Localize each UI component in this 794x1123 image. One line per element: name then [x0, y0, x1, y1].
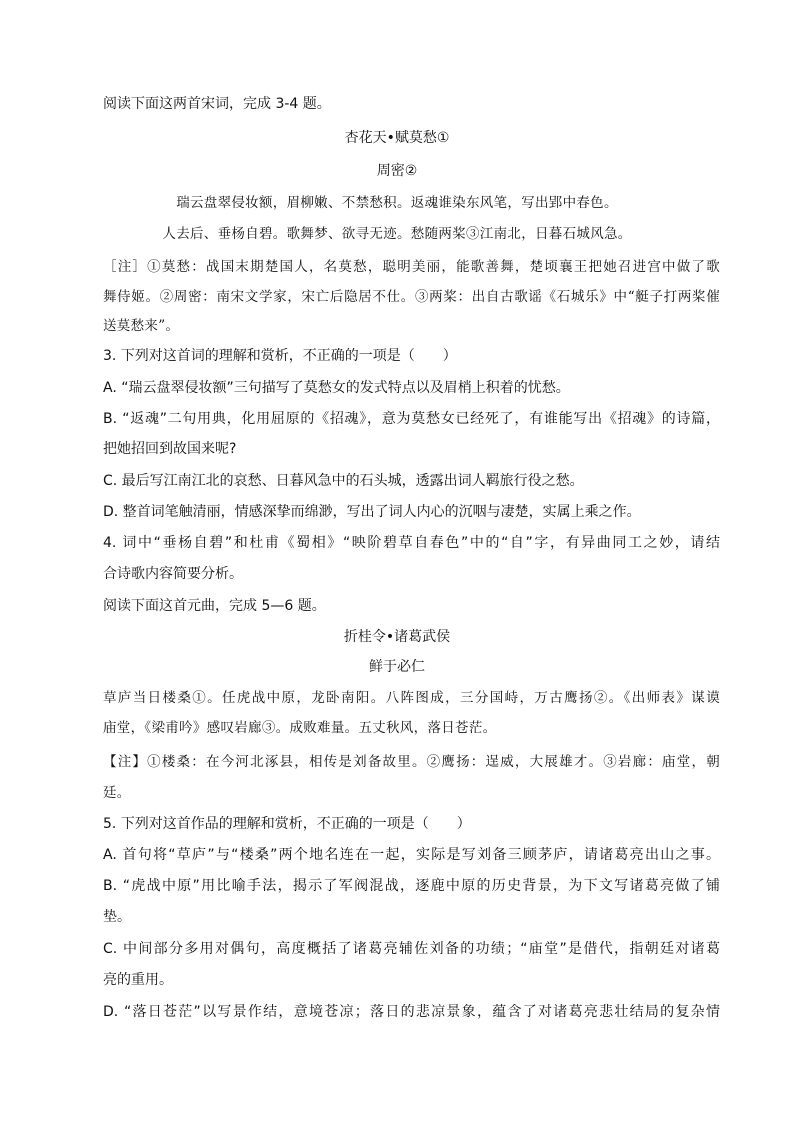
section1-intro: 阅读下面这两首宋词，完成 3-4 题。 [103, 96, 331, 112]
question-3-option-a: A. “瑞云盘翠侵妆额”三句描写了莫愁女的发式特点以及眉梢上积着的忧愁。 [103, 380, 570, 396]
poem2-line-2: 庙堂，《梁甫吟》感叹岩廊③。成败难量。五丈秋风，落日苍茫。 [103, 720, 497, 736]
poem2-author: 鲜于必仁 [369, 659, 425, 675]
poem1-note-line-2: 舞侍姬。②周密：南宋文学家，宋亡后隐居不仕。③两桨：出自古歌谣《石城乐》中“艇子打两桨催 [103, 289, 720, 305]
poem2-note-line-1: 【注】①楼桑：在今河北涿县，相传是刘备故里。②鹰扬：逞威，大展雄才。③岩廊：庙堂，朝 [103, 754, 720, 770]
question-5-option-b-line-1: B. “虎战中原”用比喻手法，揭示了军阀混战，逐鹿中原的历史背景，为下文写诸葛亮做了铺 [103, 878, 720, 894]
question-4-line-1: 4. 词中“垂杨自碧”和杜甫《蜀相》“映阶碧草自春色”中的“自”字，有异曲同工之妙，请结 [103, 535, 720, 551]
question-5-option-c-line-1: C. 中间部分多用对偶句，高度概括了诸葛亮辅佐刘备的功绩；“庙堂”是借代，指朝廷对诸葛 [103, 941, 720, 957]
question-4-line-2: 合诗歌内容简要分析。 [103, 566, 243, 582]
question-5-option-b-line-2: 垫。 [103, 909, 131, 925]
question-3-option-d: D. 整首词笔触清丽，情感深挚而绵渺，写出了词人内心的沉咽与凄楚，实属上乘之作。 [103, 504, 641, 520]
poem2-note-line-2: 廷。 [103, 785, 131, 801]
poem2-title: 折桂令•诸葛武侯 [343, 629, 451, 645]
question-3-stem: 3. 下列对这首词的理解和赏析，不正确的一项是（ ） [103, 348, 457, 364]
poem1-title: 杏花天•赋莫愁① [344, 130, 450, 146]
poem1-author: 周密② [376, 163, 418, 179]
poem1-line-2: 人去后、垂杨自碧。歌舞梦、欲寻无迹。愁随两桨③江南北，日暮石城风急。 [162, 226, 632, 242]
question-3-option-b-line-1: B. “返魂”二句用典，化用屈原的《招魂》，意为莫愁女已经死了，有谁能写出《招魂》的诗篇， [103, 411, 720, 427]
poem1-note-line-1: ［注］①莫愁：战国末期楚国人，名莫愁，聪明美丽，能歌善舞，楚顷襄王把她召进宫中做了歌 [103, 259, 720, 275]
question-5-option-d-line-1: D. “落日苍茫”以写景作结，意境苍凉；落日的悲凉景象，蕴含了对诸葛亮悲壮结局的复杂情 [103, 1004, 720, 1020]
question-3-option-b-line-2: 把她招回到故国来呢? [103, 441, 237, 457]
question-5-option-c-line-2: 亮的重用。 [103, 972, 173, 988]
question-3-option-c: C. 最后写江南江北的哀愁、日暮风急中的石头城，透露出词人羁旅行役之愁。 [103, 473, 584, 489]
question-5-stem: 5. 下列对这首作品的理解和赏析，不正确的一项是（ ） [103, 816, 471, 832]
poem2-line-1: 草庐当日楼桑①。任虎战中原，龙卧南阳。八阵图成，三分国峙，万古鹰扬②。《出师表》谋谟 [103, 690, 720, 706]
poem1-line-1: 瑞云盘翠侵妆额，眉柳嫩、不禁愁积。返魂谁染东风笔，写出郢中春色。 [176, 195, 618, 211]
question-5-option-a: A. 首句将“草庐”与“楼桑”两个地名连在一起，实际是写刘备三顾茅庐，请诸葛亮出山之事。 [103, 847, 720, 863]
section2-intro: 阅读下面这首元曲，完成 5—6 题。 [103, 598, 326, 614]
poem1-note-line-3: 送莫愁来”。 [103, 318, 180, 334]
